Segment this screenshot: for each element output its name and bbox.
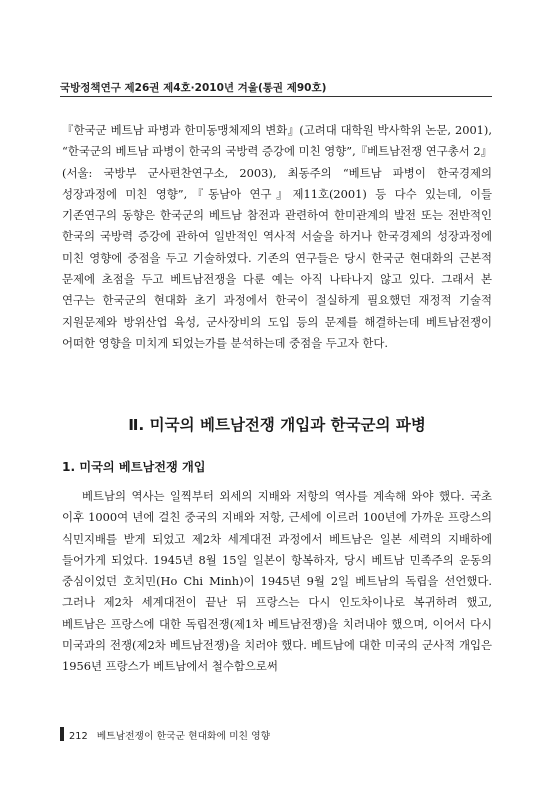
page-number: 212 xyxy=(69,731,88,742)
journal-header: 국방정책연구 제26권 제4호·2010년 겨울(통권 제90호) xyxy=(60,82,327,94)
running-title: 베트남전쟁이 한국군 현대화에 미친 영향 xyxy=(96,731,271,742)
footer-bar-marker xyxy=(60,727,64,741)
body-paragraph-1: 『한국군 베트남 파병과 한미동맹체제의 변화』(고려대 대학원 박사학위 논문, 2001), “한국군의 베트남 파병이 한국의 국방력 증강에 미친 영향”,『베트남전쟁 연구총서 2』(서울: 국방부 군사편찬연구소, 2003), 최동주의 “베트남 파병이 한국경제의 성장과정에 미친 영향”,『동남아 연구』제11호(2001) 등 다수 있는데, 이들 기존연구의 동향은 한국군의 베트남 참전과 관련하여 한미관계의 발전 또는 전반적인 한국의 국방력 증강에 관하여 일반적인 역사적 서술을 하거나 한국경제의 성장과정에 미친 영향에 중점을 두고 기술하였다. 기존의 연구들은 당시 한국군 현대화의 근본적 문제에 초점을 두고 베트남전쟁을 다룬 예는 아직 나타나지 않고 있다. 그래서 본 연구는 한국군의 현대화 초기 과정에서 한국이 절실하게 필요했던 재정적 기술적 지원문제와 방위산업 육성, 군사장비의 도입 등의 문제를 해결하는데 베트남전쟁이 어떠한 영향을 미치게 되었는가를 분석하는데 중점을 두고자 한다. xyxy=(62,123,492,350)
page-footer xyxy=(69,728,270,742)
section-heading: Ⅱ. 미국의 베트남전쟁 개입과 한국군의 파병 xyxy=(128,416,426,434)
header-divider xyxy=(60,96,492,97)
subsection-heading: 1. 미국의 베트남전쟁 개입 xyxy=(62,460,206,474)
body-paragraph-2: 베트남의 역사는 일찍부터 외세의 지배와 저항의 역사를 계속해 와야 했다. 국초 이후 1000여 년에 걸친 중국의 지배와 저항, 근세에 이르러 100년에 가까운 프랑스의 식민지배를 받게 되었고 제2차 세계대전 과정에서 베트남은 일본 세력의 지배하에 들어가게 되었다. 1945년 8월 15일 일본이 항복하자, 당시 베트남 민족주의 운동의 중심이었던 호치민(Ho Chi Minh)이 1945년 9월 2일 베트남의 독립을 선언했다. 그러나 제2차 세계대전이 끝난 뒤 프랑스는 다시 인도차이나로 복귀하려 했고, 베트남은 프랑스에 대한 독립전쟁(제1차 베트남전쟁)을 치러내야 했으며, 이어서 다시 미국과의 전쟁(제2차 베트남전쟁)을 치러야 했다. 베트남에 대한 미국의 군사적 개입은 1956년 프랑스가 베트남에서 철수함으로써 xyxy=(62,489,492,674)
